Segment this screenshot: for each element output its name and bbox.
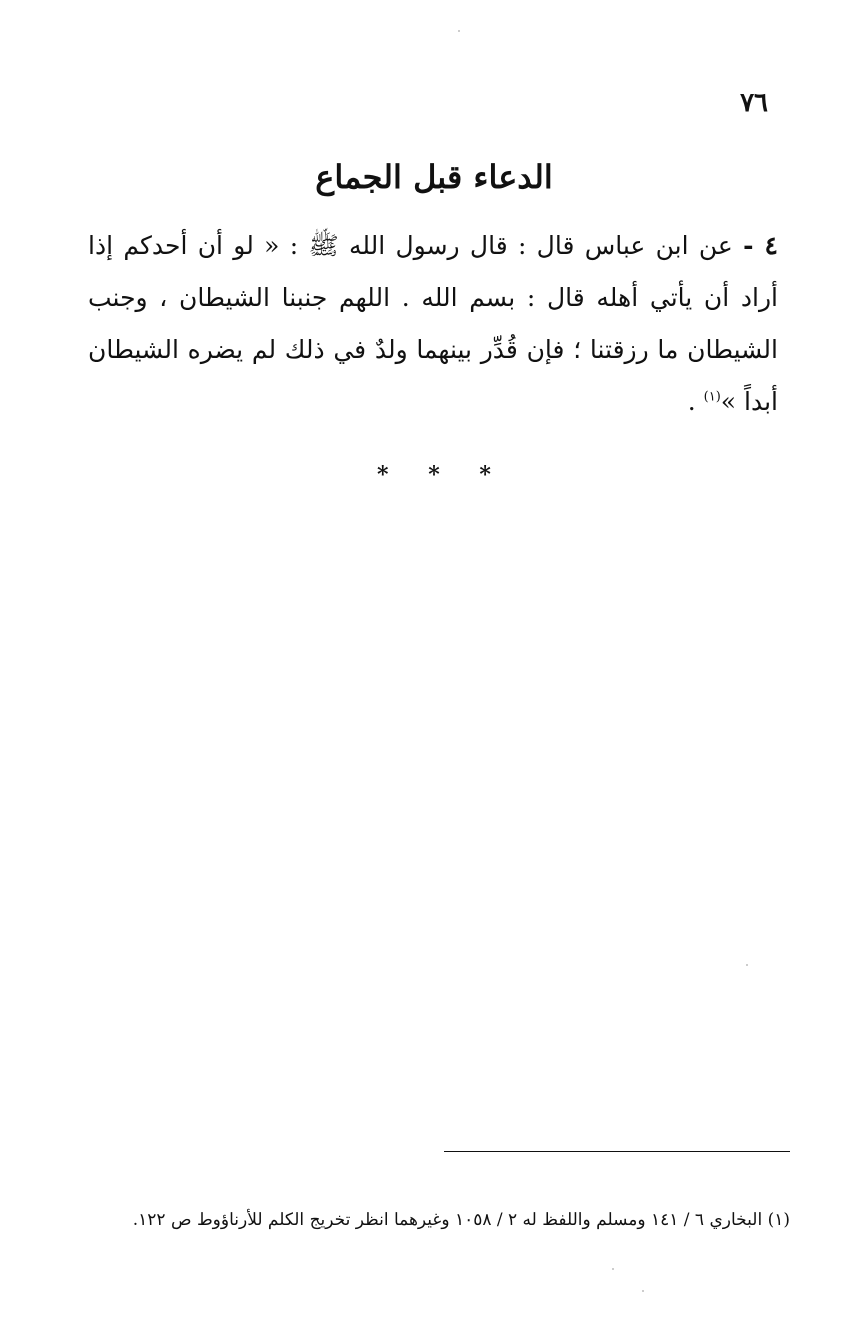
footnote-text: (١) البخاري ٦ / ١٤١ ومسلم واللفظ له ٢ / ١٠٥٨ وغيرهما انظر تخريج الكلم للأرناؤوط ص ١٢٢.	[132, 1210, 790, 1230]
hadith-number: ٤ -	[743, 231, 778, 260]
separator-star: *	[479, 462, 491, 488]
scan-speck	[458, 30, 460, 32]
hadith-text-end: .	[687, 387, 704, 416]
hadith-paragraph	[88, 220, 778, 428]
scan-speck	[746, 964, 748, 966]
scan-speck	[642, 1290, 644, 1292]
footnote-divider	[444, 1151, 790, 1152]
separator-star: *	[428, 462, 440, 488]
section-separator	[0, 462, 868, 488]
scan-speck	[612, 1268, 614, 1270]
chapter-title: الدعاء قبل الجماع	[315, 158, 553, 196]
separator-star: *	[377, 462, 389, 488]
footnote-reference: (١)	[703, 389, 721, 405]
page-number: ٧٦	[740, 88, 768, 118]
hadith-text: عن ابن عباس قال : قال رسول الله ﷺ : « لو أن أحدكم إذا أراد أن يأتي أهله قال : بسم الله . اللهم جنبنا الشيطان ، وجنب الشيطان ما رزقتنا ؛ فإن قُدِّر بينهما ولدٌ في ذلك لم يضره الشيطان أبداً »	[88, 231, 778, 416]
